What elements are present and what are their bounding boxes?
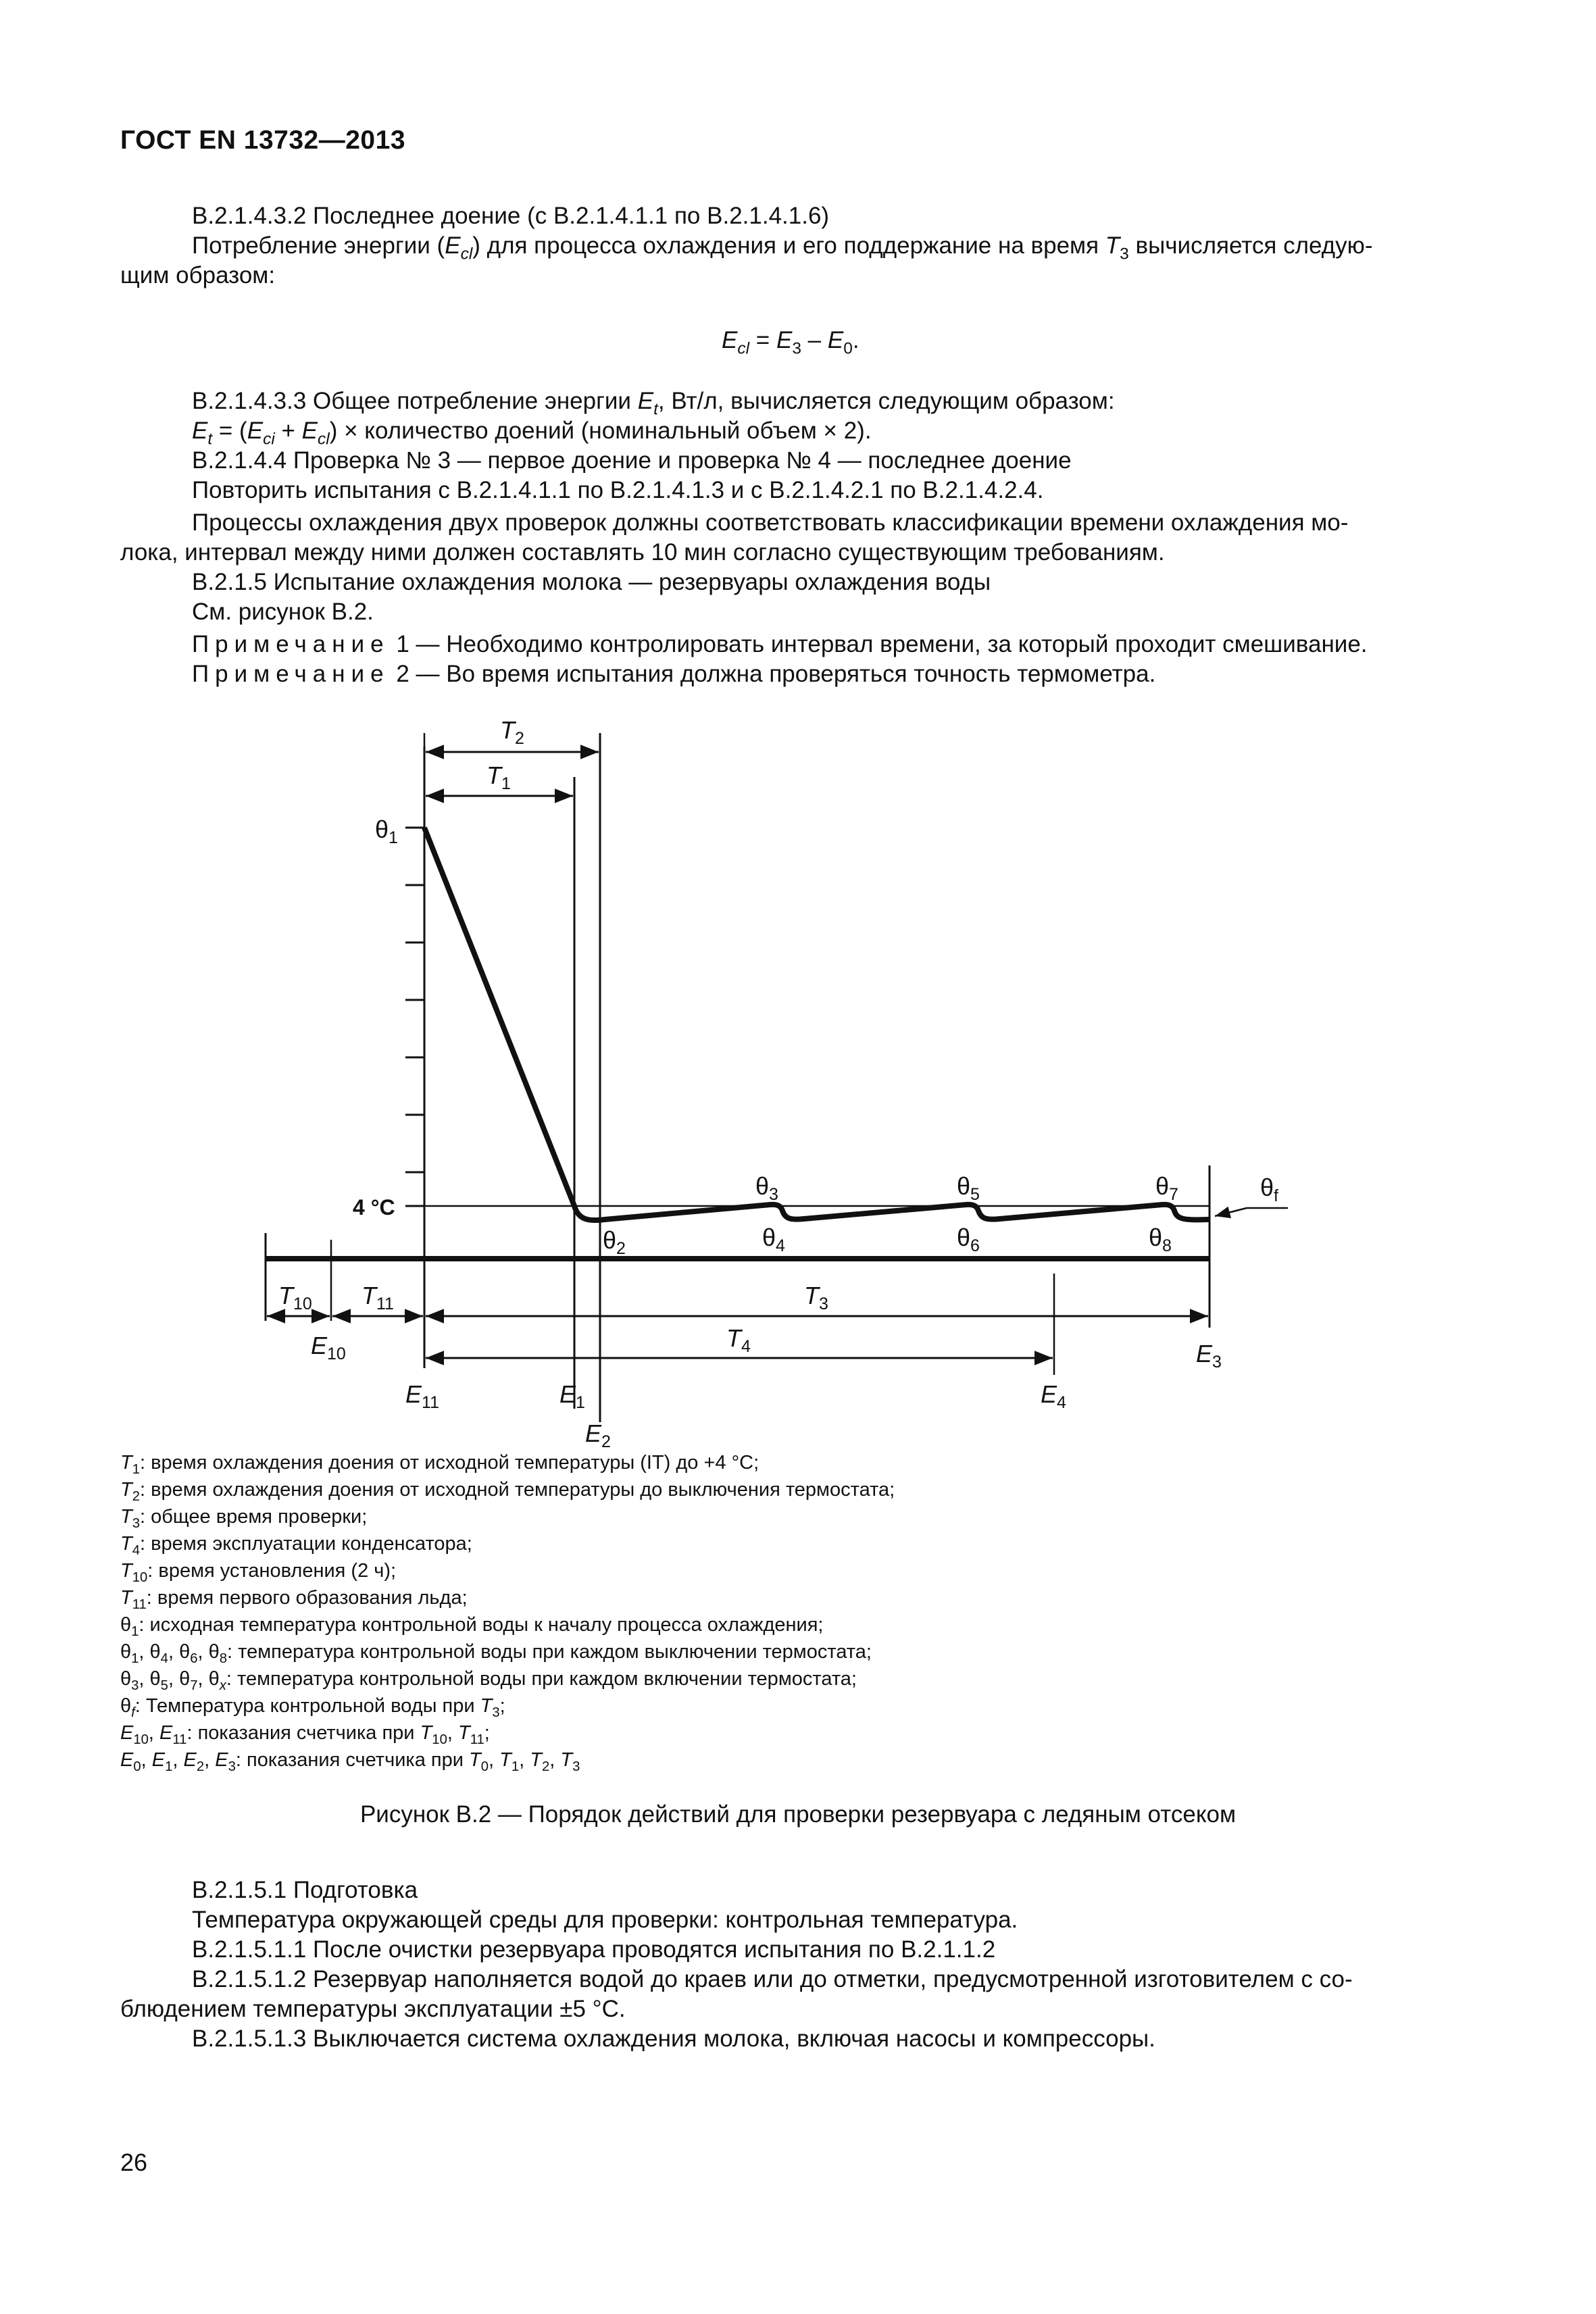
label-e3: $E_3$ <box>1196 1340 1222 1372</box>
legend-text: Температура контрольной воды при <box>145 1695 475 1717</box>
text-fragment: 1 — Необходимо контролировать интервал времени, за который проходит смешивание. <box>389 631 1368 657</box>
legend-text: общее время проверки; <box>151 1506 368 1528</box>
label-t11: $T_{11}$ <box>361 1282 394 1313</box>
legend-theta-on: $\theta_3$, $\theta_5$, $\theta_7$, $\theta_x$: температура контрольной воды при каждом включении термостата; <box>120 1668 857 1694</box>
label-theta1: $\theta_1$ <box>375 815 398 847</box>
label-theta8: $\theta_8$ <box>1149 1224 1172 1255</box>
label-theta7: $\theta_7$ <box>1155 1172 1178 1204</box>
label-t2: $T_2$ <box>500 716 524 748</box>
label-e11: $E_{11}$ <box>405 1380 439 1412</box>
label-t3: $T_3$ <box>804 1282 828 1313</box>
text-fragment: ) × количество доений (номинальный объем × 2). <box>329 418 872 444</box>
clause-b2143-2: В.2.1.4.3.2 Последнее доение (с В.2.1.4.1.1 по В.2.1.4.1.6) <box>192 203 830 229</box>
clause-b2144: В.2.1.4.4 Проверка № 3 — первое доение и проверка № 4 — последнее доение <box>192 447 1072 474</box>
label-e10: $E_{10}$ <box>311 1332 346 1363</box>
page-number: 26 <box>120 2148 148 2176</box>
legend-t3: $T_3$: общее время проверки; <box>120 1506 368 1532</box>
repeat-tests: Повторить испытания с В.2.1.4.1.1 по В.2.1.4.1.3 и с В.2.1.4.2.1 по В.2.1.4.2.4. <box>192 477 1044 503</box>
legend-text: исходная температура контрольной воды к началу процесса охлаждения; <box>149 1614 824 1636</box>
text-fragment: ) для процесса охлаждения и его поддержание на время <box>472 232 1105 259</box>
label-thetaf: $\theta_f$ <box>1260 1174 1278 1205</box>
clause-b2143-3: В.2.1.4.3.3 Общее потребление энергии $E_t$, Вт/л, вычисляется следующим образом: <box>192 388 1115 419</box>
text-fragment: , Вт/л, вычисляется следующим образом: <box>657 388 1115 414</box>
label-theta3: $\theta_3$ <box>755 1172 778 1204</box>
legend-text: показания счетчика при <box>197 1722 415 1744</box>
legend-text: время первого образования льда; <box>157 1587 468 1609</box>
legend-e10-e11: $E_{10}$, $E_{11}$: показания счетчика при $T_{10}$, $T_{11}$; <box>120 1722 490 1748</box>
figure-caption: Рисунок В.2 — Порядок действий для проверки резервуара с ледяным отсеком <box>359 1801 1237 1828</box>
formula-ecl: $E_{cl} = E_3 - E_0$. <box>722 327 859 358</box>
clause-b21512-line2: блюдением температуры эксплуатации ±5 °С. <box>120 1996 626 2022</box>
legend-text: время охлаждения доения от исходной температуры (IT) до +4 °C; <box>151 1452 759 1474</box>
clause-b2151: В.2.1.5.1 Подготовка <box>192 1877 418 1903</box>
clause-b215: В.2.1.5 Испытание охлаждения молока — резервуары охлаждения воды <box>192 569 991 595</box>
legend-text: время охлаждения доения от исходной температуры до выключения термостата; <box>151 1479 895 1501</box>
note-label: Примечание <box>192 631 390 657</box>
text-fragment: 2 — Во время испытания должна проверяться точность термометра. <box>389 661 1156 687</box>
see-figure: См. рисунок В.2. <box>192 599 374 625</box>
formula-et: $E_t = (E_{ci} + E_{cl})$ × количество доений (номинальный объем × 2). <box>192 418 872 449</box>
label-theta6: $\theta_6$ <box>957 1224 980 1255</box>
label-theta5: $\theta_5$ <box>957 1172 980 1204</box>
energy-paragraph-line2: щим образом: <box>120 262 276 288</box>
clause-b21512-line1: В.2.1.5.1.2 Резервуар наполняется водой до краев или до отметки, предусмотренной изготовителем с со- <box>192 1966 1353 1992</box>
legend-t10: $T_{10}$: время установления (2 ч); <box>120 1560 397 1586</box>
thf-arrow <box>1215 1208 1247 1216</box>
legend-t11: $T_{11}$: время первого образования льда; <box>120 1587 468 1613</box>
legend-text: температура контрольной воды при каждом выключении термостата; <box>238 1641 872 1663</box>
label-theta4: $\theta_4$ <box>762 1224 785 1255</box>
legend-thetaf: $\theta_f$: Температура контрольной воды при $T_3$; <box>120 1695 505 1721</box>
energy-paragraph-line1: Потребление энергии $(E_{cl})$ для процесса охлаждения и его поддержание на время $T_3$ вычисляется следую- <box>192 232 1373 263</box>
label-4c: 4 °C <box>353 1195 395 1219</box>
note-label: Примечание <box>192 661 390 687</box>
text-fragment: вычисляется следую- <box>1128 232 1373 259</box>
label-t10: $T_{10}$ <box>278 1282 312 1313</box>
label-e4: $E_4$ <box>1041 1380 1066 1412</box>
legend-text: время эксплуатации конденсатора; <box>151 1533 472 1555</box>
label-t4: $T_4$ <box>726 1324 751 1356</box>
legend-text: показания счетчика при <box>247 1749 464 1771</box>
text-fragment: Потребление энергии ( <box>192 232 445 259</box>
label-e1: $E_1$ <box>559 1380 585 1412</box>
text-fragment: В.2.1.4.3.3 Общее потребление энергии <box>192 388 638 414</box>
process-line1: Процессы охлаждения двух проверок должны соответствовать классификации времени охлаждения мо- <box>192 509 1349 536</box>
label-e2: $E_2$ <box>585 1419 611 1451</box>
label-t1: $T_1$ <box>487 761 511 793</box>
document-header: ГОСТ EN 13732—2013 <box>120 126 406 155</box>
ambient-temperature: Температура окружающей среды для проверки: контрольная температура. <box>192 1907 1018 1933</box>
legend-t1: $T_1$: время охлаждения доения от исходной температуры (IT) до +4 °C; <box>120 1452 759 1478</box>
clause-b21511: В.2.1.5.1.1 После очистки резервуара проводятся испытания по В.2.1.1.2 <box>192 1936 996 1963</box>
temperature-curve <box>424 828 1210 1220</box>
process-line2: лока, интервал между ними должен составлять 10 мин согласно существующим требованиям. <box>120 539 1165 565</box>
label-theta2: $\theta_2$ <box>603 1226 626 1258</box>
legend-t4: $T_4$: время эксплуатации конденсатора; <box>120 1533 472 1559</box>
legend-theta1: $\theta_1$: исходная температура контрольной воды к началу процесса охлаждения; <box>120 1614 824 1640</box>
legend-text: время установления (2 ч); <box>158 1560 397 1582</box>
legend-text: температура контрольной воды при каждом включении термостата; <box>237 1668 857 1690</box>
clause-b21513: В.2.1.5.1.3 Выключается система охлаждения молока, включая насосы и компрессоры. <box>192 2026 1155 2052</box>
legend-t2: $T_2$: время охлаждения доения от исходной температуры до выключения термостата; <box>120 1479 895 1505</box>
legend-theta-off: $\theta_1$, $\theta_4$, $\theta_6$, $\theta_8$: температура контрольной воды при каждом выключении термостата; <box>120 1641 872 1667</box>
legend-e0-e3: $E_0$, $E_1$, $E_2$, $E_3$: показания счетчика при $T_0$, $T_1$, $T_2$, $T_3$ <box>120 1749 580 1775</box>
